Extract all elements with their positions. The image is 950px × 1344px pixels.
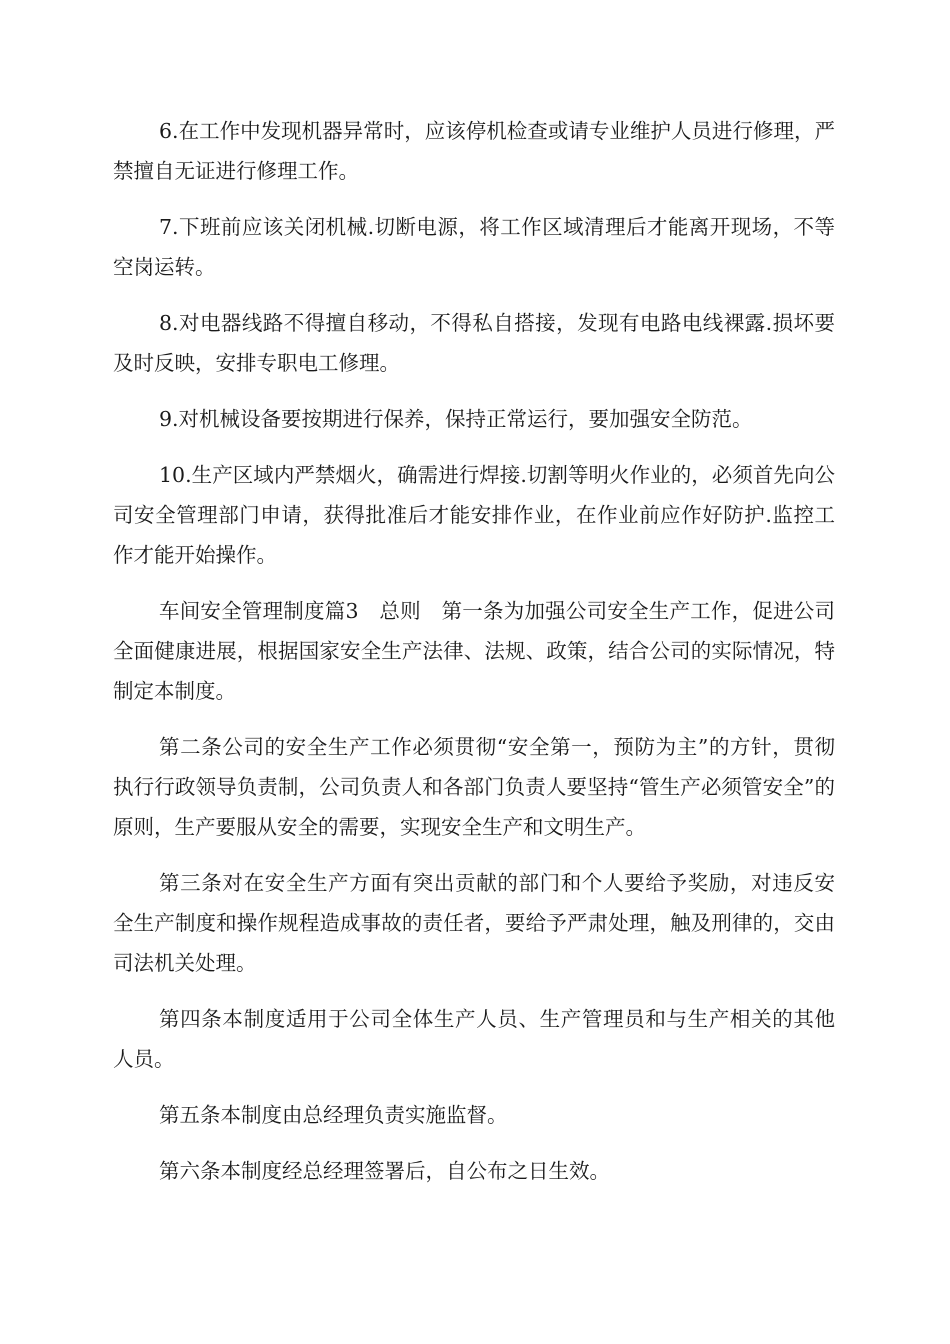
paragraph-article-2: 第二条公司的安全生产工作必须贯彻“安全第一，预防为主”的方针，贯彻执行行政领导负责制，公司负责人和各部门负责人要坚持“管生产必须管安全”的原则，生产要服从安全的需要，实现安全生产和文明生产。 xyxy=(113,735,835,839)
document-body xyxy=(113,111,835,1207)
paragraph-article-6: 第六条本制度经总经理签署后，自公布之日生效。 xyxy=(159,1159,610,1183)
paragraph-item-8: 8.对电器线路不得擅自移动，不得私自搭接，发现有电路电线裸露.损坏要及时反映，安排专职电工修理。 xyxy=(113,311,835,375)
paragraph-item-6: 6.在工作中发现机器异常时，应该停机检查或请专业维护人员进行修理，严禁擅自无证进行修理工作。 xyxy=(113,119,835,183)
paragraph-article-5: 第五条本制度由总经理负责实施监督。 xyxy=(159,1103,508,1127)
paragraph-article-3: 第三条对在安全生产方面有突出贡献的部门和个人要给予奖励，对违反安全生产制度和操作规程造成事故的责任者，要给予严肃处理，触及刑律的，交由司法机关处理。 xyxy=(113,871,835,975)
paragraph-item-10: 10.生产区域内严禁烟火，确需进行焊接.切割等明火作业的，必须首先向公司安全管理部门申请，获得批准后才能安排作业，在作业前应作好防护.监控工作才能开始操作。 xyxy=(113,463,835,567)
paragraph-item-9: 9.对机械设备要按期进行保养，保持正常运行，要加强安全防范。 xyxy=(159,407,753,431)
paragraph-article-4: 第四条本制度适用于公司全体生产人员、生产管理员和与生产相关的其他人员。 xyxy=(113,1007,835,1071)
paragraph-section-3-intro: 车间安全管理制度篇3 总则 第一条为加强公司安全生产工作，促进公司全面健康进展，根据国家安全生产法律、法规、政策，结合公司的实际情况，特制定本制度。 xyxy=(113,599,835,703)
paragraph-item-7: 7.下班前应该关闭机械.切断电源，将工作区域清理后才能离开现场，不等空岗运转。 xyxy=(113,215,835,279)
